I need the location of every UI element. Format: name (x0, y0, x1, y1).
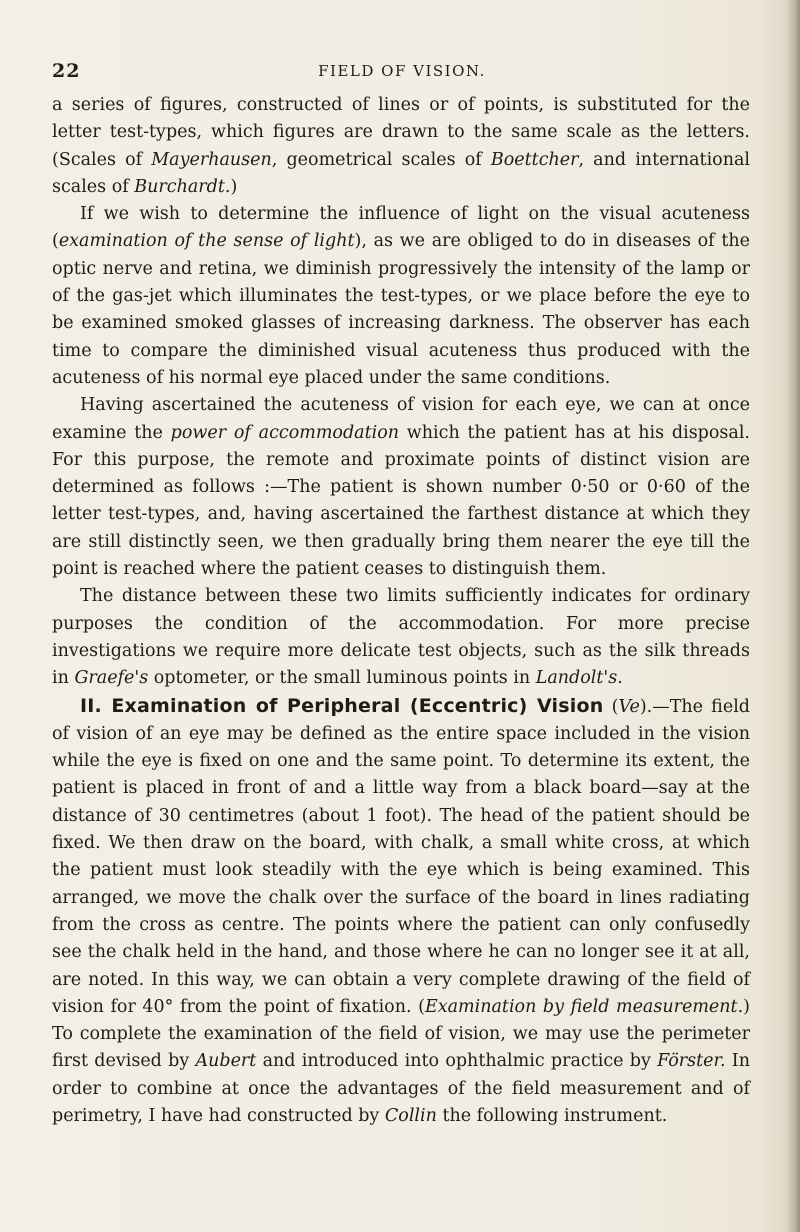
italic-text: Mayerhausen (151, 149, 272, 170)
italic-text: Collin (384, 1105, 437, 1126)
text-run: which the patient has at his disposal. For this purpose, the remote and proximate points of distinct vision are determined as follows :—The patient is shown number 0·50 or 0·60 of the letter test-types, and, having ascertained the farthest distance at which they are still distinctly seen, we then gradually bring them nearer the eye till the point is reached where the patient ceases to distinguish them. (52, 422, 750, 580)
text-run: In order to combine at once the advantages of the field measurement and of perimetry, I have had constructed by (52, 1051, 750, 1126)
page-header (52, 60, 752, 84)
text-run: , and international scales of (52, 149, 751, 197)
text-run: ) To complete the examination of the field of vision, we may use the perimeter first devised by (52, 996, 750, 1072)
paragraph (52, 693, 750, 1131)
italic-text: Examination by field measurement. (424, 996, 744, 1017)
italic-text: Ve (618, 696, 640, 717)
italic-text: Aubert (195, 1051, 257, 1072)
text-run: If we wish to determine the influence of light on the visual acuteness ( (52, 204, 750, 252)
italic-text: Burchardt. (134, 176, 231, 197)
paragraph (52, 392, 750, 583)
italic-text: Förster. (657, 1051, 726, 1072)
text-run: Having ascertained the acuteness of vision for each eye, we can at once examine the (52, 395, 750, 443)
paragraph (52, 583, 750, 692)
italic-text: Landolt's. (535, 668, 623, 689)
body-text (52, 92, 750, 1130)
text-run: the following instrument. (436, 1105, 668, 1126)
italic-text: power of accommodation (170, 422, 400, 443)
text-run: optometer, or the small luminous points in (148, 668, 536, 689)
italic-text: Boettcher (490, 149, 579, 170)
text-run: and introduced into ophthalmic practice by (256, 1051, 658, 1072)
text-run: a series of figures, constructed of lines or of points, is substituted for the letter test-types, which figures are drawn to the same scale as the letters. (Scales of (52, 95, 750, 170)
page-edge-shadow (786, 0, 800, 1232)
page-number: 22 (52, 60, 81, 82)
text-run: The distance between these two limits sufficiently indicates for ordinary purposes the condition of the accommodation. For more precise investigations we require more delicate test objects, such as the silk threads in (52, 586, 750, 689)
text-run: , geometrical scales of (271, 149, 491, 170)
text-run: ) (230, 176, 238, 197)
italic-text: examination of the sense of light (58, 231, 355, 252)
text-run: ).—The field of vision of an eye may be defined as the entire space included in the vision while the eye is fixed on one and the same point. To determine its extent, the patient is placed in front of and a little way from a black board—say at the distance of 30 centimetres (about 1 foot). The head of the patient should be fixed. We then draw on the board, with chalk, a small white cross, at which the patient must look steadily with the eye which is being examined. This arranged, we move the chalk over the surface of the board in lines radiating from the cross as centre. The points where the patient can only confusedly see the chalk held in the hand, and those where he can no longer see it at all, are noted. In this way, we can obtain a very complete drawing of the field of vision for 40° from the point of fixation. ( (52, 696, 751, 1017)
section-heading: II. Examination of Peripheral (Eccentric) Vision (80, 694, 604, 717)
italic-text: Graefe's (74, 668, 149, 689)
text-run: ), as we are obliged to do in diseases of the optic nerve and retina, we diminish progressively the intensity of the lamp or of the gas-jet which illuminates the test-types, or we place before the eye to be examined smoked glasses of increasing darkness. The observer has each time to compare the diminished visual acuteness thus produced with the acuteness of his normal eye placed under the same conditions. (52, 231, 750, 388)
paragraph (52, 92, 750, 201)
paragraph (52, 201, 750, 392)
running-head: FIELD OF VISION. (318, 62, 486, 80)
text-run: ( (603, 696, 619, 717)
